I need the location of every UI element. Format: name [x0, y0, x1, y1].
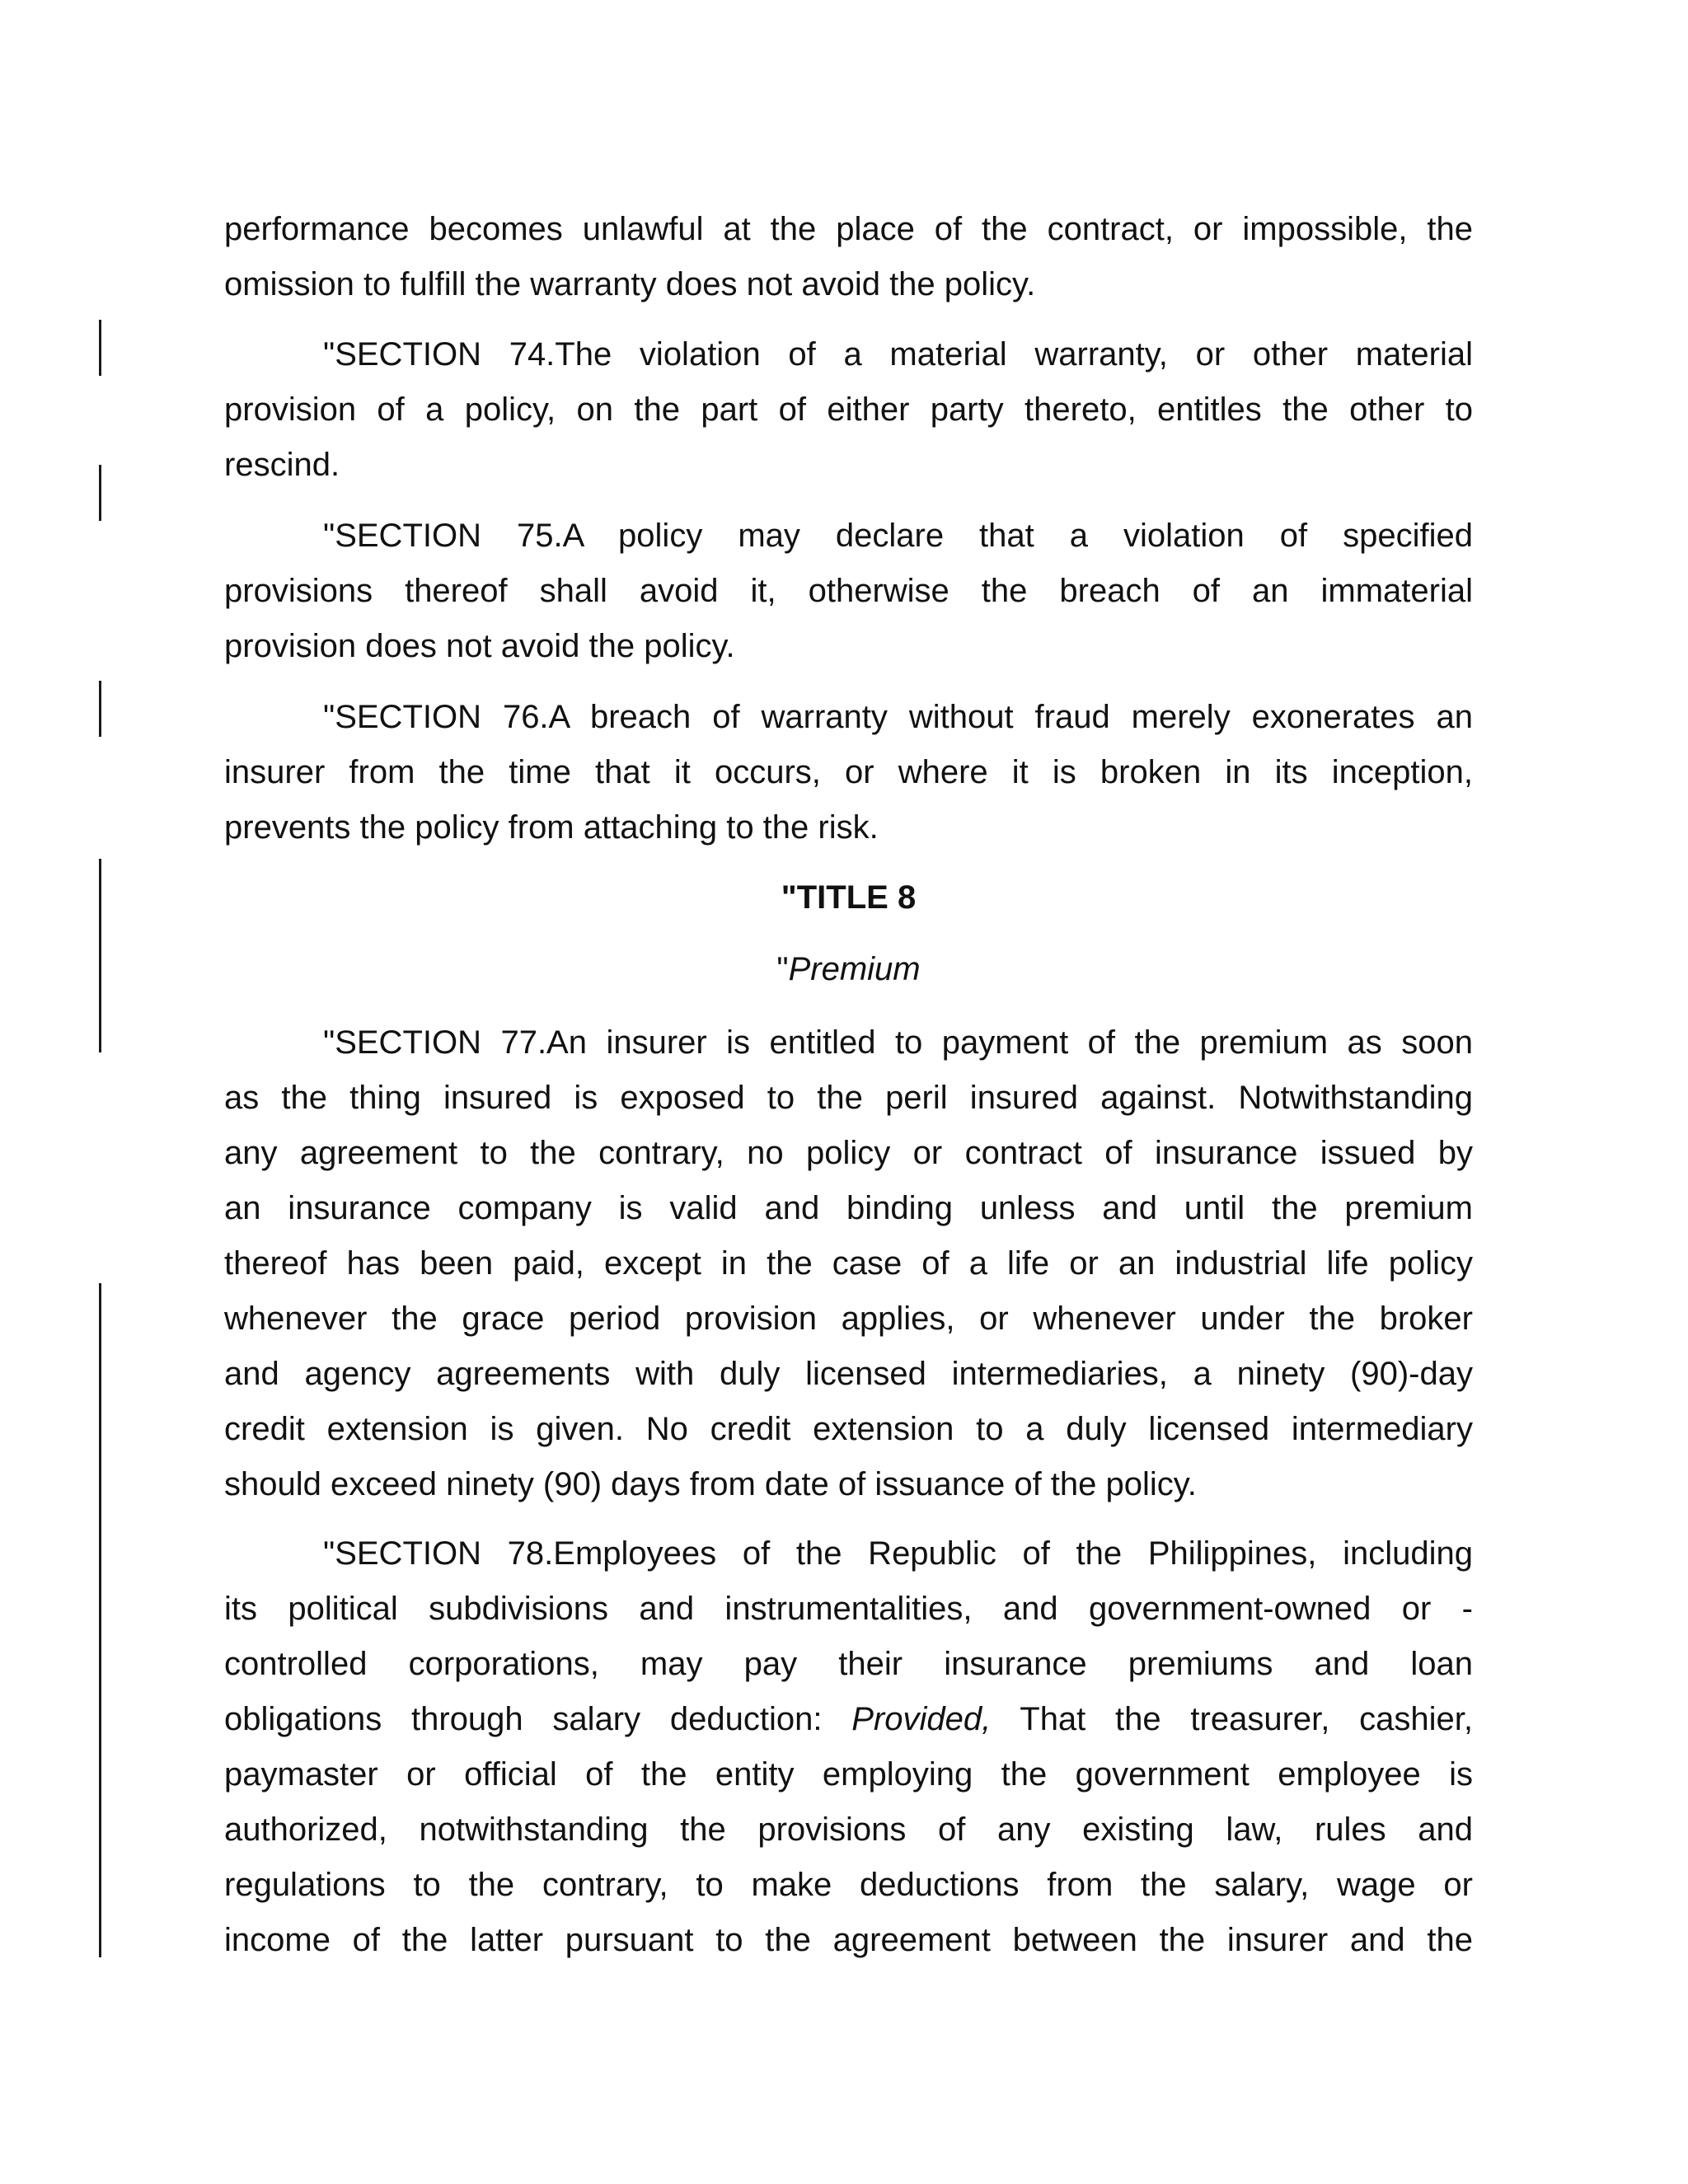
text-line: "SECTION 76.A breach of warranty without fraud merely exonerates an — [323, 699, 1473, 735]
section-76 — [224, 690, 1473, 855]
text-line: thereof has been paid, except in the case of a life or an industrial life policy — [224, 1245, 1473, 1282]
title-text: "TITLE 8 — [781, 879, 917, 916]
text-line: paymaster or official of the entity employing the government employee is — [224, 1756, 1473, 1793]
section-75 — [224, 509, 1473, 674]
section-78 — [224, 1526, 1473, 1968]
subtitle-line — [224, 942, 1473, 997]
text-segment: obligations through salary deduction: — [224, 1701, 852, 1737]
text-line: any agreement to the contrary, no policy or contract of insurance issued by — [224, 1135, 1473, 1171]
change-bar — [99, 1283, 101, 1957]
text-line: "SECTION 78.Employees of the Republic of the Philippines, including — [323, 1535, 1473, 1572]
text-line: rescind. — [224, 447, 340, 483]
text-line: prevents the policy from attaching to the risk. — [224, 809, 879, 846]
section-77 — [224, 1015, 1473, 1512]
text-line: "SECTION 77.An insurer is entitled to payment of the premium as soon — [323, 1024, 1473, 1061]
text-line: "SECTION 75.A policy may declare that a violation of specified — [323, 518, 1473, 554]
text-line: provision of a policy, on the part of either party thereto, entitles the other to — [224, 391, 1473, 428]
text-line: provision does not avoid the policy. — [224, 628, 735, 664]
text-segment: That the treasurer, cashier, — [991, 1701, 1473, 1737]
text-line: "SECTION 74.The violation of a material warranty, or other material — [323, 336, 1473, 373]
change-bar — [99, 465, 101, 521]
text-line: provisions thereof shall avoid it, otherwise the breach of an immaterial — [224, 573, 1473, 609]
text-line: and agency agreements with duly licensed intermediaries, a ninety (90)-day — [224, 1356, 1473, 1392]
change-bar — [99, 681, 101, 737]
text-line: omission to fulfill the warranty does not avoid the policy. — [224, 266, 1036, 302]
text-line: credit extension is given. No credit extension to a duly licensed intermediary — [224, 1411, 1473, 1447]
section-74 — [224, 327, 1473, 493]
text-line: controlled corporations, may pay their insurance premiums and loan — [224, 1646, 1473, 1682]
text-line: insurer from the time that it occurs, or where it is broken in its inception, — [224, 754, 1473, 790]
text-line: performance becomes unlawful at the place of the contract, or impossible, the — [224, 211, 1473, 247]
text-line: income of the latter pursuant to the agreement between the insurer and the — [224, 1922, 1473, 1958]
text-line: whenever the grace period provision applies, or whenever under the broker — [224, 1301, 1473, 1337]
paragraph-continuation — [224, 202, 1473, 312]
title-heading — [224, 870, 1473, 926]
text-line: an insurance company is valid and binding unless and until the premium — [224, 1190, 1473, 1226]
provided-italic: Provided, — [851, 1701, 992, 1737]
change-bar — [99, 859, 101, 1052]
subtitle-text: Premium — [788, 951, 921, 987]
change-bar — [99, 320, 101, 376]
text-line — [224, 1692, 1473, 1747]
text-line: regulations to the contrary, to make deductions from the salary, wage or — [224, 1867, 1473, 1903]
text-line: authorized, notwithstanding the provisions of any existing law, rules and — [224, 1811, 1473, 1848]
subtitle-heading — [224, 942, 1473, 997]
subtitle-quote: " — [776, 951, 789, 987]
text-line: as the thing insured is exposed to the peril insured against. Notwithstanding — [224, 1080, 1473, 1116]
text-line: should exceed ninety (90) days from date of issuance of the policy. — [224, 1466, 1197, 1502]
text-line: its political subdivisions and instrumentalities, and government-owned or - — [224, 1591, 1473, 1627]
